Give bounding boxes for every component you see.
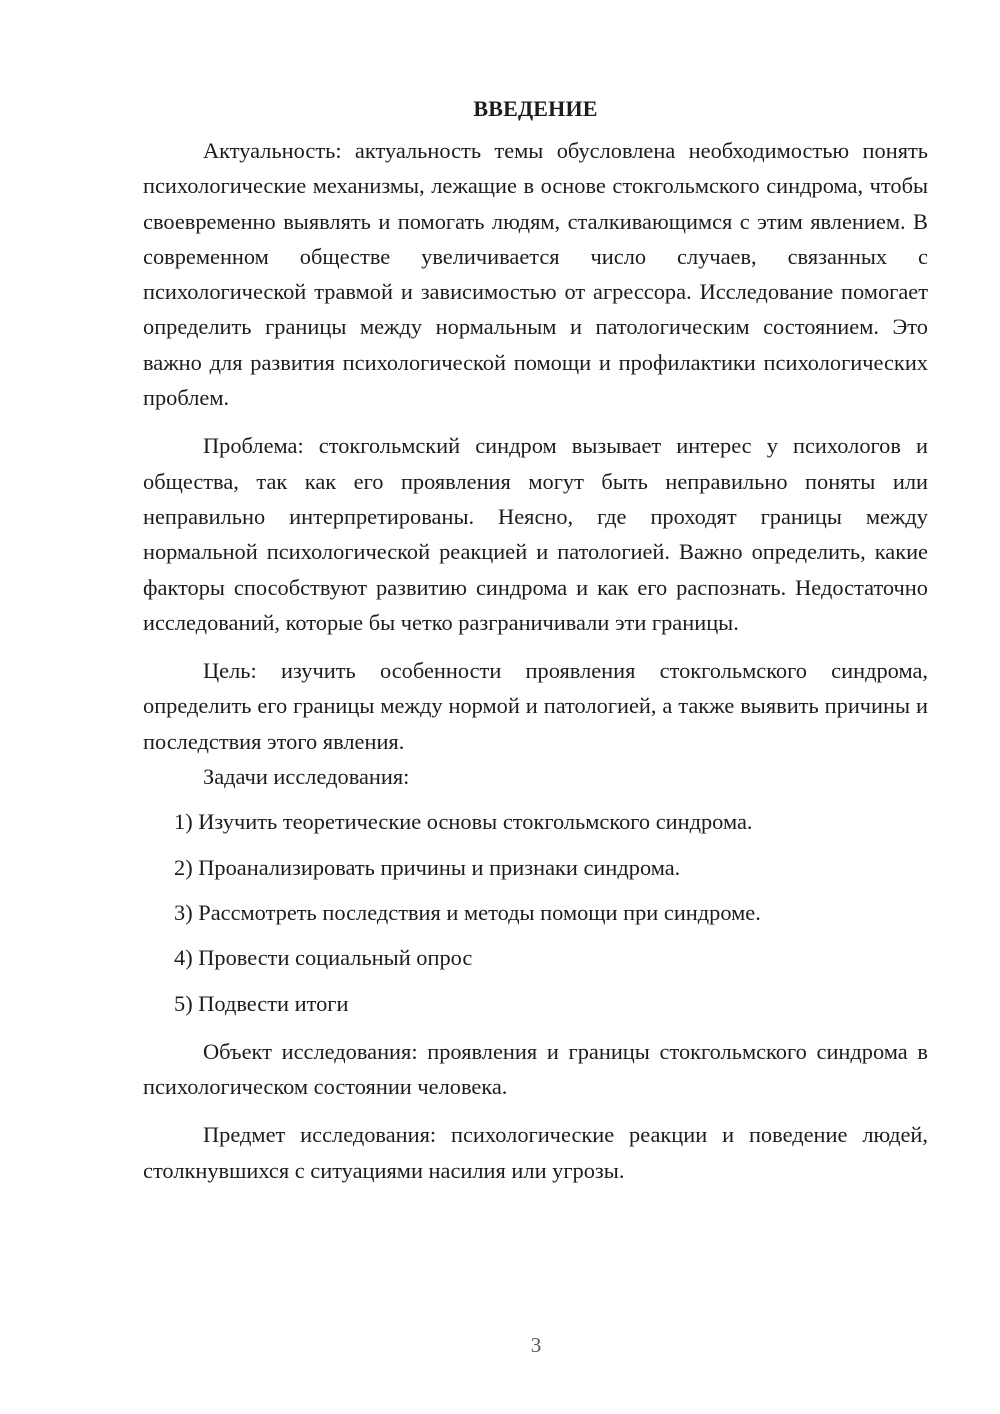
- list-item: 4) Провести социальный опрос: [174, 945, 473, 971]
- list-item: 2) Проанализировать причины и признаки синдрома.: [174, 854, 681, 880]
- page-title: ВВЕДЕНИЕ: [473, 96, 598, 121]
- relevance-paragraph: Актуальность: актуальность темы обусловлена необходимостью понять психологические механизмы, лежащие в основе стокгольмского синдрома, чтобы своевременно выявлять и помогать людям, сталкивающимся с этим явлением. В современном обществе увеличивается число случаев, связанных с психологической травмой и зависимостью от агрессора. Исследование помогает определить границы между нормальным и патологическим состоянием. Это важно для развития психологической помощи и профилактики психологических проблем.: [143, 138, 928, 411]
- list-item: 5) Подвести итоги: [174, 990, 349, 1016]
- subject-paragraph: Предмет исследования: психологические реакции и поведение людей, столкнувшихся с ситуациями насилия или угрозы.: [143, 1122, 928, 1183]
- goal-paragraph: Цель: изучить особенности проявления стокгольмского синдрома, определить его границы между нормой и патологией, а также выявить причины и последствия этого явления.: [143, 658, 928, 754]
- tasks-heading: Задачи исследования:: [203, 764, 410, 790]
- object-paragraph: Объект исследования: проявления и границы стокгольмского синдрома в психологическом состоянии человека.: [143, 1038, 928, 1100]
- list-item: 3) Рассмотреть последствия и методы помощи при синдроме.: [174, 899, 761, 925]
- tasks-list: [143, 804, 928, 1020]
- list-item: 1) Изучить теоретические основы стокгольмского синдрома.: [174, 809, 753, 835]
- problem-paragraph: Проблема: стокгольмский синдром вызывает интерес у психологов и общества, так как его проявления могут быть неправильно поняты или неправильно интерпретированы. Неясно, где проходят границы между нормальной психологической реакцией и патологией. Важно определить, какие факторы способствуют развитию синдрома и как его распознать. Недостаточно исследований, которые бы четко разграничивали эти границы.: [143, 433, 928, 635]
- page-number: 3: [530, 1333, 542, 1357]
- document-page: [143, 92, 928, 1188]
